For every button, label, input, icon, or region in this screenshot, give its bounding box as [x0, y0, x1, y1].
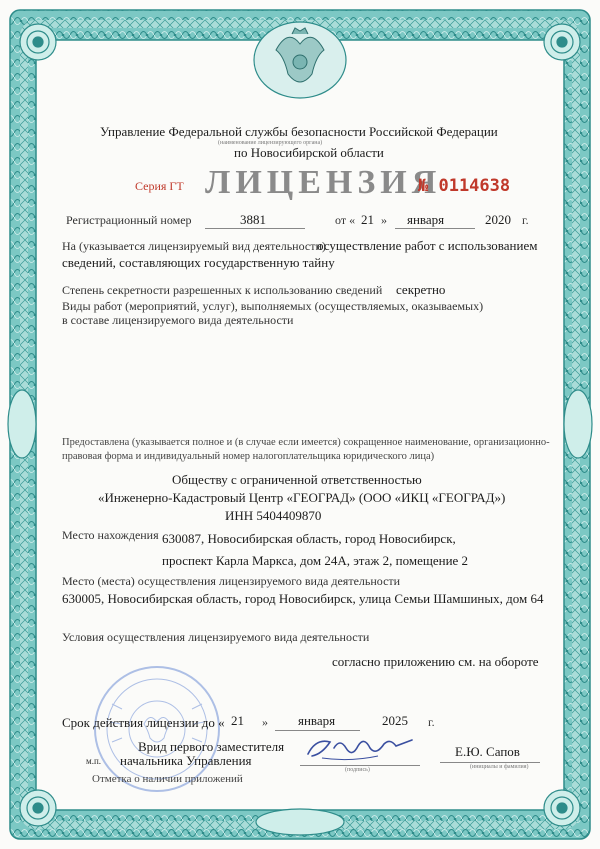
- signature-hint: (подпись): [345, 767, 370, 773]
- stamp-place-mark: м.п.: [86, 756, 102, 766]
- handwritten-signature: [300, 728, 420, 766]
- secrecy-value: секретно: [396, 282, 446, 297]
- attachments-mark: Отметка о наличии приложений: [92, 773, 243, 785]
- company-inn: ИНН 5404409870: [225, 508, 322, 523]
- works-line2: в составе лицензируемого вида деятельности: [62, 313, 294, 327]
- activity-place-value: 630005, Новосибирская область, город Новосибирск, улица Семьи Шамшиных, дом 64: [62, 591, 544, 606]
- location-line1: 630087, Новосибирская область, город Новосибирск,: [162, 531, 456, 546]
- validity-label: Срок действия лицензии до «: [62, 715, 225, 730]
- location-label: Место нахождения: [62, 528, 159, 542]
- works-line1: Виды работ (мероприятий, услуг), выполняемых (осуществляемых, оказываемых): [62, 299, 484, 313]
- registration-month: января: [407, 212, 445, 227]
- signer-name: Е.Ю. Сапов: [455, 744, 520, 759]
- registration-year-suffix: г.: [522, 213, 529, 227]
- validity-year-suffix: г.: [428, 715, 435, 729]
- coat-of-arms-icon: [254, 22, 346, 98]
- registration-label: Регистрационный номер: [66, 213, 192, 227]
- company-name1: Обществу с ограниченной ответственностью: [172, 472, 422, 487]
- signer-position2: начальника Управления: [120, 753, 252, 768]
- validity-close-quote: »: [262, 715, 268, 729]
- activity-place-label: Место (места) осуществления лицензируемого вида деятельности: [62, 574, 401, 588]
- issuer-line1: Управление Федеральной службы безопасности Российской Федерации: [100, 124, 498, 139]
- registration-close-quote: »: [381, 213, 387, 227]
- activity-prefix: На (указывается лицензируемый вид деятельности): [62, 239, 326, 253]
- location-line2: проспект Карла Маркса, дом 24А, этаж 2, помещение 2: [162, 553, 469, 568]
- granted-line1: Предоставлена (указывается полное и (в случае если имеется) сокращенное наименование, организационно-: [62, 437, 550, 448]
- series-label: Серия ГТ: [135, 179, 184, 193]
- registration-year: 2020: [485, 212, 511, 227]
- issuer-hint: (наименование лицензирующего органа): [218, 140, 323, 146]
- document-title: ЛИЦЕНЗИЯ: [205, 164, 442, 201]
- registration-day: 21: [361, 212, 374, 227]
- registration-from-label: от «: [335, 213, 356, 227]
- conditions-label: Условия осуществления лицензируемого вида деятельности: [62, 630, 370, 644]
- issuer-line2: по Новосибирской области: [234, 145, 384, 160]
- serial-number: № 0114638: [418, 176, 511, 196]
- granted-line2: правовая форма и индивидуальный номер налогоплательщика юридического лица): [62, 451, 435, 462]
- validity-year: 2025: [382, 713, 408, 728]
- validity-day: 21: [231, 713, 244, 728]
- signer-position1: Врид первого заместителя: [138, 739, 285, 754]
- activity-line2: сведений, составляющих государственную тайну: [62, 255, 335, 270]
- conditions-value: согласно приложению см. на обороте: [332, 654, 539, 669]
- validity-month: января: [298, 713, 336, 728]
- company-name2: «Инженерно-Кадастровый Центр «ГЕОГРАД» (ООО «ИКЦ «ГЕОГРАД»): [98, 490, 506, 505]
- secrecy-label: Степень секретности разрешенных к использованию сведений: [62, 283, 383, 297]
- registration-number: 3881: [240, 212, 266, 227]
- activity-line1: осуществление работ с использованием: [317, 238, 538, 253]
- signer-name-hint: (инициалы и фамилия): [470, 764, 529, 770]
